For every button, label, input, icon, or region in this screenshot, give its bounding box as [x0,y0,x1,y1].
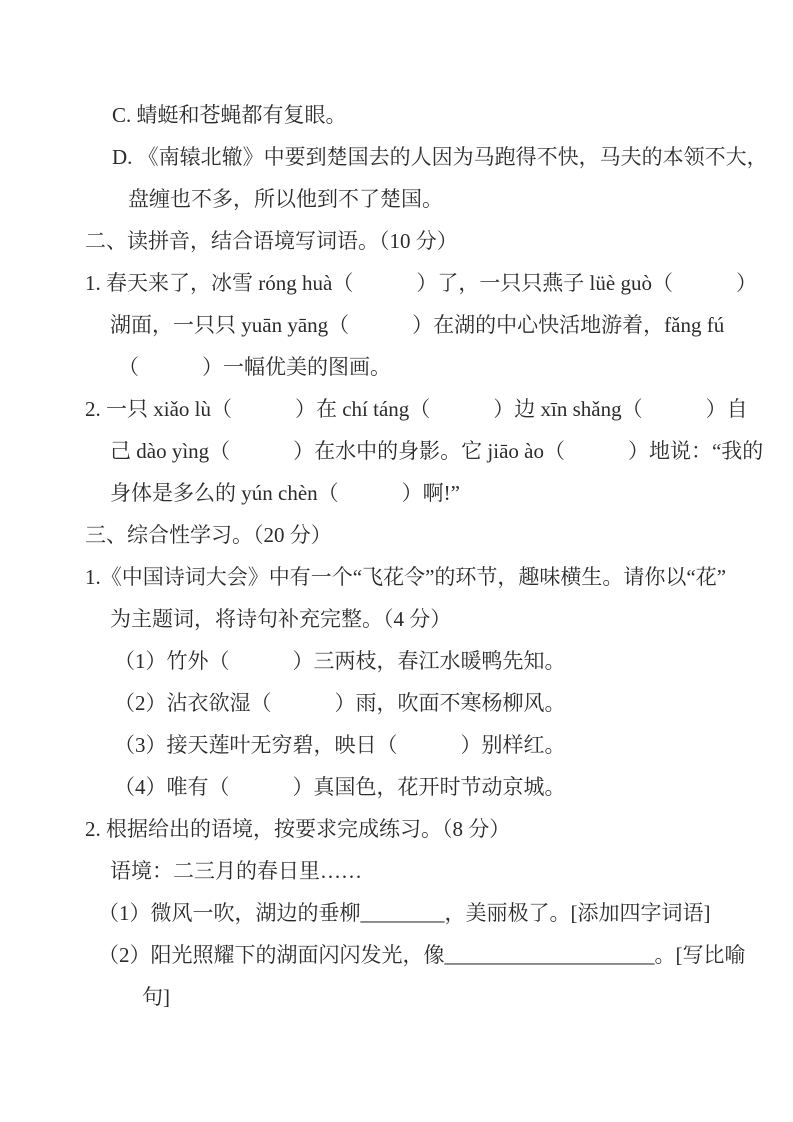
section2-item2-line3: 身体是多么的 yún chèn（ ）啊!” [110,481,460,505]
section3-item1-subitem-2: （2）沾衣欲湿（ ）雨，吹面不寒杨柳风。 [114,691,566,715]
section3-item1-subitem-1: （1）竹外（ ）三两枝，春江水暖鸭先知。 [114,649,566,673]
question1-option-d-line1: D. 《南辕北辙》中要到楚国去的人因为马跑得不快，马夫的本领不大， [112,145,768,169]
section2-item1-line2: 湖面，一只只 yuān yāng（ ）在湖的中心快活地游着，fǎng fú [110,313,725,337]
section3-heading: 三、综合性学习。（20 分） [85,523,332,547]
question1-option-d-line2: 盘缠也不多，所以他到不了楚国。 [128,187,443,211]
section3-item1-subitem-3: （3）接天莲叶无穷碧，映日（ ）别样红。 [114,733,566,757]
section3-item2-subitem-1: （1）微风一吹，湖边的垂柳________，美丽极了。[添加四字词语] [98,901,711,925]
section3-item1-subitem-4: （4）唯有（ ）真国色，花开时节动京城。 [114,775,566,799]
section3-item2-subitem-2-wrap: 句] [142,985,170,1009]
section3-item1-line1: 1.《中国诗词大会》中有一个“飞花令”的环节，趣味横生。请你以“花” [85,565,727,589]
section2-item2-line2: 己 dào yìng（ ）在水中的身影。它 jiāo ào（ ）地说：“我的 [110,439,764,463]
section3-item2-subitem-2: （2）阳光照耀下的湖面闪闪发光，像____________________。[写比喻 [98,943,746,967]
section2-item1-line1: 1. 春天来了，冰雪 róng huà（ ）了，一只只燕子 lüè guò（ ） [85,271,757,295]
section3-item1-line2: 为主题词，将诗句补充完整。（4 分） [110,607,452,631]
question1-option-c: C. 蜻蜓和苍蝇都有复眼。 [112,103,347,127]
section3-item2-context: 语境：二三月的春日里…… [110,859,362,883]
section2-item2-line1: 2. 一只 xiǎo lù（ ）在 chí táng（ ）边 xīn shǎng（ ）自 [85,397,748,421]
section3-item2-heading: 2. 根据给出的语境，按要求完成练习。（8 分） [85,817,511,841]
section2-heading: 二、读拼音，结合语境写词语。（10 分） [85,229,458,253]
section2-item1-line3: （ ）一幅优美的图画。 [118,355,391,379]
